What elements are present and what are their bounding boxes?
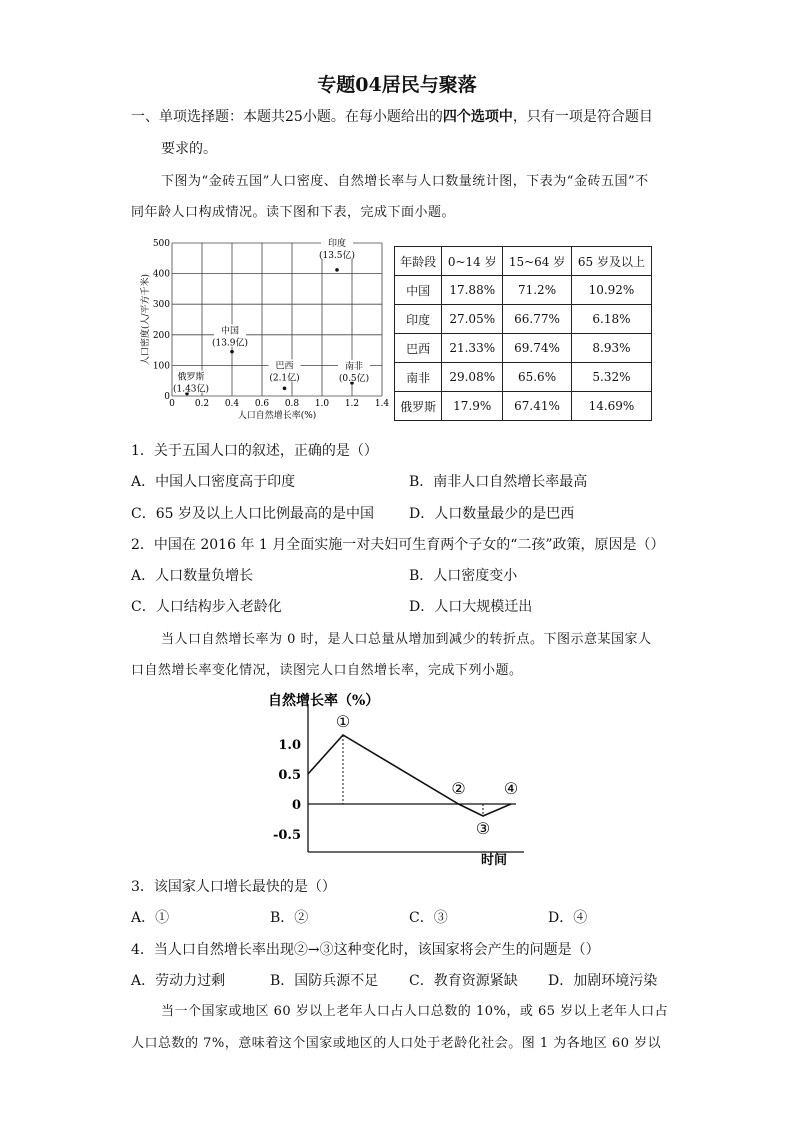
scatter-point-name: 中国 bbox=[220, 326, 240, 337]
scatter-point bbox=[335, 268, 339, 272]
age-structure-table bbox=[394, 246, 652, 421]
table-cell: 71.2% bbox=[503, 276, 572, 305]
table-cell: 5.32% bbox=[571, 363, 651, 392]
q4-option-b[interactable]: B．国防兵源不足 bbox=[270, 973, 379, 989]
q2-option-c[interactable]: C．人口结构步入老龄化 bbox=[131, 599, 282, 615]
q1-option-d[interactable]: D．人口数量最少的是巴西 bbox=[409, 506, 575, 522]
scatter-x-tick: 0.2 bbox=[194, 399, 210, 409]
intro1-line1: 下图为“金砖五国”人口密度、自然增长率与人口数量统计图，下表为“金砖五国”不 bbox=[161, 174, 649, 189]
question-count: 25 bbox=[285, 109, 303, 125]
scatter-y-tick: 0 bbox=[164, 392, 170, 402]
line-point-label: ② bbox=[451, 779, 466, 798]
scatter-point-name: 南非 bbox=[344, 361, 364, 372]
scatter-y-tick: 400 bbox=[152, 269, 170, 280]
table-cell: 南非 bbox=[395, 363, 442, 392]
scatter-point-pop: (2.1亿) bbox=[269, 373, 300, 384]
table-cell: 巴西 bbox=[395, 334, 442, 363]
scatter-point-name: 俄罗斯 bbox=[177, 372, 205, 383]
scatter-point-pop: (13.9亿) bbox=[211, 338, 249, 349]
table-row bbox=[395, 363, 652, 392]
scatter-x-tick: 0.6 bbox=[254, 399, 270, 409]
section-heading-prefix: 一、单项选择题：本题共 bbox=[131, 109, 285, 125]
intro1-line2: 同年龄人口构成情况。读下图和下表，完成下面小题。 bbox=[131, 205, 456, 220]
scatter-x-tick: 1.2 bbox=[344, 399, 360, 409]
q3-option-b[interactable]: B．② bbox=[270, 910, 309, 926]
q4-option-d[interactable]: D．加剧环境污染 bbox=[548, 973, 658, 989]
scatter-x-tick: 1.4 bbox=[374, 399, 390, 409]
table-header-cell: 年龄段 bbox=[395, 247, 442, 276]
scatter-y-tick: 500 bbox=[152, 239, 170, 249]
section-heading bbox=[131, 107, 653, 127]
table-header-cell: 15~64 岁 bbox=[503, 247, 572, 276]
table-row bbox=[395, 276, 652, 305]
section-heading-line2: 要求的。 bbox=[161, 141, 217, 157]
q2-stem: 2．中国在 2016 年 1 月全面实施一对夫妇可生育两个子女的“二孩”政策，原因是（） bbox=[131, 537, 665, 553]
intro2-line1: 当人口自然增长率为 0 时，是人口总量从增加到减少的转折点。下图示意某国家人 bbox=[161, 632, 652, 647]
q2-option-a[interactable]: A．人口数量负增长 bbox=[131, 568, 254, 584]
scatter-point-name: 印度 bbox=[327, 238, 347, 249]
scatter-x-tick: 0.8 bbox=[284, 399, 300, 409]
q4-option-a[interactable]: A．劳动力过剩 bbox=[131, 973, 226, 989]
table-row bbox=[395, 305, 652, 334]
line-point-label: ① bbox=[335, 712, 351, 731]
line-x-label: 时间 bbox=[480, 853, 508, 868]
table-cell: 17.9% bbox=[442, 392, 503, 421]
scatter-point-pop: (13.5亿) bbox=[318, 250, 356, 261]
line-y-tick: 1.0 bbox=[278, 738, 301, 753]
table-row bbox=[395, 334, 652, 363]
scatter-y-label: 人口密度(人/平方千米) bbox=[141, 273, 151, 366]
q1-option-b[interactable]: B．南非人口自然增长率最高 bbox=[409, 474, 588, 490]
q2-option-d[interactable]: D．人口大规模迁出 bbox=[409, 599, 533, 615]
q3-stem: 3．该国家人口增长最快的是（） bbox=[131, 879, 336, 895]
q1-option-a[interactable]: A．中国人口密度高于印度 bbox=[131, 474, 296, 490]
population-scatter-chart bbox=[128, 234, 394, 420]
table-cell: 66.77% bbox=[503, 305, 572, 334]
q1-stem: 1．关于五国人口的叙述，正确的是（） bbox=[131, 443, 378, 459]
line-point-label: ④ bbox=[503, 779, 519, 798]
table-cell: 14.69% bbox=[571, 392, 651, 421]
scatter-point bbox=[230, 350, 234, 354]
intro3-line2: 人口总数的 7%，意味着这个国家或地区的人口处于老龄化社会。图 1 为各地区 60 岁以 bbox=[131, 1036, 662, 1051]
table-cell: 65.6% bbox=[503, 363, 572, 392]
page-title: 专题04居民与聚落 bbox=[317, 74, 477, 96]
table-cell: 21.33% bbox=[442, 334, 503, 363]
line-y-tick: 0 bbox=[291, 798, 301, 813]
table-cell: 印度 bbox=[395, 305, 442, 334]
scatter-point-pop: (0.5亿) bbox=[338, 373, 370, 384]
scatter-x-tick: 1.0 bbox=[314, 399, 330, 409]
line-y-tick: -0.5 bbox=[272, 828, 301, 843]
table-cell: 10.92% bbox=[571, 276, 651, 305]
scatter-y-tick: 200 bbox=[152, 330, 170, 341]
scatter-x-tick: 0 bbox=[169, 399, 175, 409]
table-header-cell: 0~14 岁 bbox=[442, 247, 503, 276]
scatter-point-pop: (1.43亿) bbox=[172, 384, 210, 395]
scatter-x-label: 人口自然增长率(%) bbox=[237, 411, 317, 420]
section-heading-bold: 四个选项中 bbox=[442, 109, 513, 125]
intro2-line2: 口自然增长率变化情况，读图完人口自然增长率，完成下列小题。 bbox=[131, 663, 523, 678]
growth-rate-line-chart bbox=[262, 686, 532, 870]
scatter-point bbox=[283, 387, 287, 391]
section-heading-mid: 小题。在每小题给出的 bbox=[302, 109, 443, 125]
section-heading-suffix: ，只有一项是符合题目 bbox=[512, 109, 653, 125]
table-cell: 29.08% bbox=[442, 363, 503, 392]
scatter-y-tick: 300 bbox=[152, 300, 170, 311]
table-cell: 6.18% bbox=[571, 305, 651, 334]
scatter-y-tick: 100 bbox=[152, 361, 170, 372]
q3-option-a[interactable]: A．① bbox=[131, 910, 170, 926]
q4-stem: 4．当人口自然增长率出现②→③这种变化时，该国家将会产生的问题是（） bbox=[131, 942, 600, 958]
table-cell: 27.05% bbox=[442, 305, 503, 334]
table-cell: 67.41% bbox=[503, 392, 572, 421]
q3-option-d[interactable]: D．④ bbox=[548, 910, 588, 926]
q4-option-c[interactable]: C．教育资源紧缺 bbox=[409, 973, 518, 989]
table-row bbox=[395, 392, 652, 421]
q2-option-b[interactable]: B．人口密度变小 bbox=[409, 568, 518, 584]
line-point-label: ③ bbox=[475, 819, 491, 838]
q3-option-c[interactable]: C．③ bbox=[409, 910, 448, 926]
table-cell: 17.88% bbox=[442, 276, 503, 305]
scatter-x-tick: 0.4 bbox=[224, 399, 240, 409]
line-chart-title: 自然增长率（%） bbox=[268, 693, 380, 709]
table-header-row bbox=[395, 247, 652, 276]
table-cell: 8.93% bbox=[571, 334, 651, 363]
scatter-point-name: 巴西 bbox=[275, 361, 294, 372]
table-cell: 俄罗斯 bbox=[395, 392, 442, 421]
table-cell: 中国 bbox=[395, 276, 442, 305]
line-y-tick: 0.5 bbox=[278, 768, 301, 783]
intro3-line1: 当一个国家或地区 60 岁以上老年人口占人口总数的 10%，或 65 岁以上老年人口占 bbox=[161, 1004, 669, 1019]
table-cell: 69.74% bbox=[503, 334, 572, 363]
q1-option-c[interactable]: C．65 岁及以上人口比例最高的是中国 bbox=[131, 506, 374, 522]
table-header-cell: 65 岁及以上 bbox=[571, 247, 651, 276]
